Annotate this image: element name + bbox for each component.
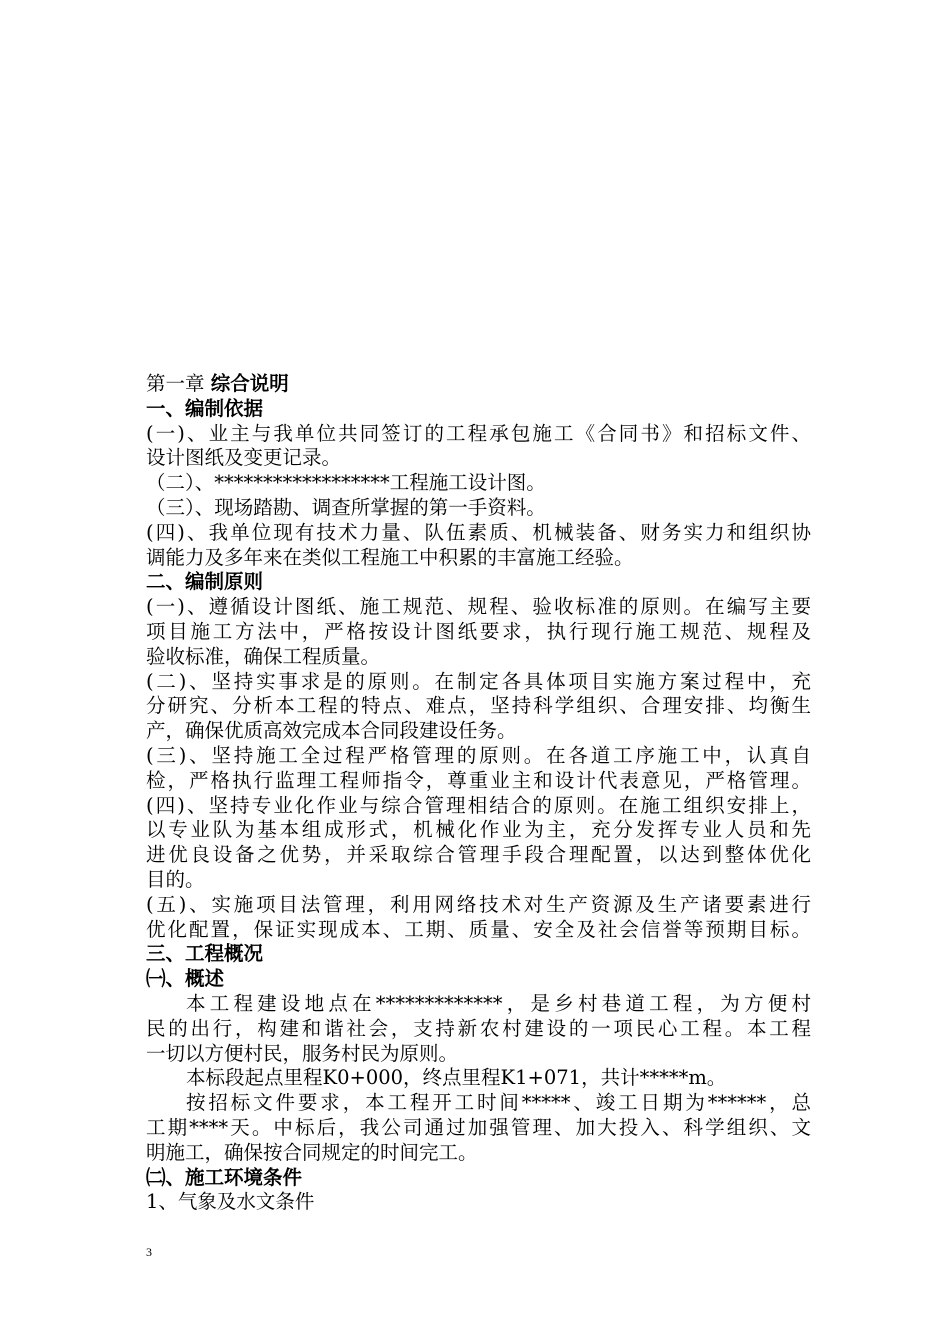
overview-paragraphs [146,992,811,1166]
document-body [146,372,811,1215]
chapter-heading [146,372,811,397]
subsection-heading: ㈡、施工环境条件 [146,1165,303,1189]
section-2-item-1-line-3: 验收标准，确保工程质量。 [146,644,381,668]
overview-p2-line-1: 本标段起点里程K0+000，终点里程K1+071，共计*****m。 [186,1066,727,1090]
section-1-item-3-line-1: （三）、现场踏勘、调查所掌握的第一手资料。 [146,495,546,519]
section-2-item-5-line-2: 优化配置，保证实现成本、工期、质量、安全及社会信誉等预期目标。 [146,917,811,941]
section-2-item-4-line-1: (四)、坚持专业化作业与综合管理相结合的原则。在施工组织安排上， [146,793,811,817]
section-1-item-1-line-1: (一)、业主与我单位共同签订的工程承包施工《合同书》和招标文件、 [146,421,811,445]
section-2-item-3-line-1: (三)、坚持施工全过程严格管理的原则。在各道工序施工中，认真自 [146,743,811,767]
subsection-heading: ㈠、概述 [146,967,225,991]
section-2-item-4-line-4: 目的。 [146,867,205,891]
section-2-item-2-line-1: (二)、坚持实事求是的原则。在制定各具体项目实施方案过程中，充 [146,669,811,693]
overview-p3-line-3: 明施工，确保按合同规定的时间完工。 [146,1140,478,1164]
section-1-item-2-line-1: （二）、******************工程施工设计图。 [146,471,546,495]
environment-item-1: 1、气象及水文条件 [146,1190,315,1214]
section-2-item-3-line-2: 检，严格执行监理工程师指令，尊重业主和设计代表意见，严格管理。 [146,768,811,792]
section-1-list [146,422,811,571]
section-2-item-2-line-2: 分研究、分析本工程的特点、难点，坚持科学组织、合理安排、均衡生 [146,694,811,718]
section-2-item-1-line-1: (一)、遵循设计图纸、施工规范、规程、验收标准的原则。在编写主要 [146,595,811,619]
overview-p1-line-2: 民的出行，构建和谐社会，支持新农村建设的一项民心工程。本工程 [146,1016,811,1040]
section-1-item-1-line-2: 设计图纸及变更记录。 [146,446,342,470]
section-heading: 一、编制依据 [146,396,264,420]
section-2-item-5-line-1: (五)、实施项目法管理，利用网络技术对生产资源及生产诸要素进行 [146,892,811,916]
section-2-item-2-line-3: 产，确保优质高效完成本合同段建设任务。 [146,719,517,743]
section-2-list [146,595,811,942]
chapter-title: 综合说明 [210,372,289,395]
section-2-item-1-line-2: 项目施工方法中，严格按设计图纸要求，执行现行施工规范、规程及 [146,619,811,643]
section-1-item-4-line-2: 调能力及多年来在类似工程施工中积累的丰富施工经验。 [146,545,634,569]
overview-p3-line-2: 工期****天。中标后，我公司通过加强管理、加大投入、科学组织、文 [146,1115,811,1139]
section-2-item-4-line-2: 以专业队为基本组成形式，机械化作业为主，充分发挥专业人员和先 [146,818,811,842]
page-number: 3 [146,1245,152,1259]
section-heading: 二、编制原则 [146,570,264,594]
overview-p3-line-1: 按招标文件要求，本工程开工时间*****、竣工日期为******，总 [186,1091,811,1115]
section-heading: 三、工程概况 [146,942,264,966]
section-2-item-4-line-3: 进优良设备之优势，并采取综合管理手段合理配置，以达到整体优化 [146,843,811,867]
chapter-label: 第一章 [146,372,205,395]
section-1-item-4-line-1: (四)、我单位现有技术力量、队伍素质、机械装备、财务实力和组织协 [146,520,811,544]
overview-p1-line-3: 一切以方便村民，服务村民为原则。 [146,1041,459,1065]
overview-p1-line-1: 本工程建设地点在*************，是乡村巷道工程，为方便村 [186,991,811,1015]
